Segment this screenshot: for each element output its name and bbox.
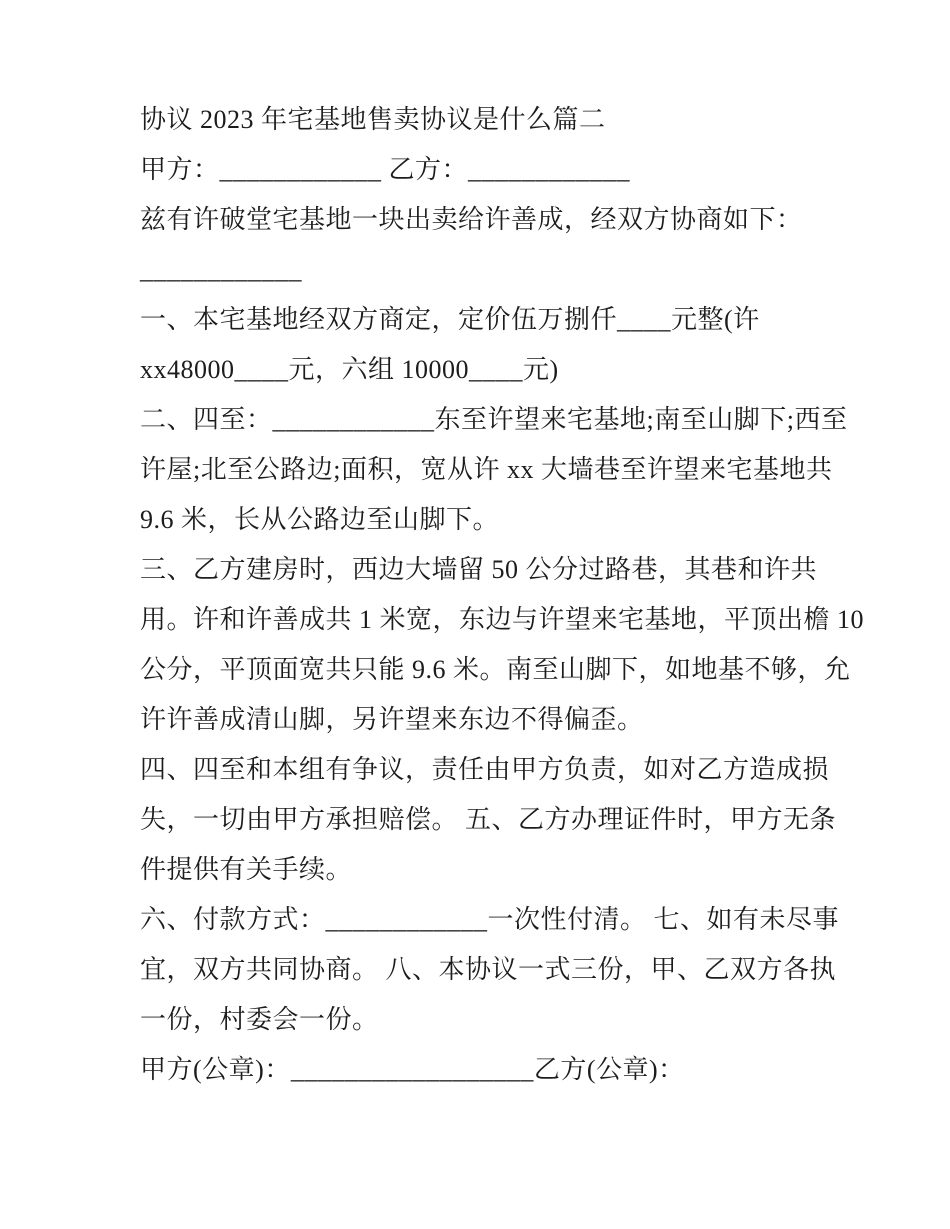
doc-line-clause3-d: 许许善成清山脚，另许望来东边不得偏歪。	[140, 705, 644, 734]
doc-line-clause4-5-a: 失，一切由甲方承担赔偿。 五、乙方办理证件时，甲方无条	[140, 805, 837, 834]
doc-line-clause5-b: 件提供有关手续。	[140, 855, 353, 884]
document-body	[140, 95, 865, 1095]
doc-line-clause4-a: 四、四至和本组有争议，责任由甲方负责，如对乙方造成损	[140, 755, 830, 784]
doc-line-clause1-b: xx48000____元，六组 10000____元)	[140, 355, 559, 384]
doc-title-line: 协议 2023 年宅基地售卖协议是什么篇二	[140, 105, 606, 134]
doc-line-preamble: 兹有许破堂宅基地一块出卖给许善成，经双方协商如下：	[140, 205, 803, 234]
doc-line-clause2-a: 二、四至：____________东至许望来宅基地;南至山脚下;西至	[140, 405, 848, 434]
doc-line-blank-underline: ____________	[140, 255, 302, 284]
doc-line-signatures: 甲方(公章)：__________________乙方(公章)：	[140, 1055, 685, 1084]
doc-line-clause2-c: 9.6 米，长从公路边至山脚下。	[140, 505, 500, 534]
doc-line-clause3-c: 公分，平顶面宽共只能 9.6 米。南至山脚下，如地基不够，允	[140, 655, 851, 684]
doc-line-clause6-7-a: 六、付款方式：____________一次性付清。 七、如有未尽事	[140, 905, 840, 934]
doc-line-clause1-a: 一、本宅基地经双方商定，定价伍万捌仟____元整(许	[140, 305, 760, 334]
doc-line-clause3-a: 三、乙方建房时，西边大墙留 50 公分过路巷，其巷和许共	[140, 555, 818, 584]
doc-line-clause3-b: 用。许和许善成共 1 米宽，东边与许望来宅基地，平顶出檐 10	[140, 605, 865, 634]
doc-line-clause8-b: 一份，村委会一份。	[140, 1005, 379, 1034]
doc-line-clause7-8-a: 宜，双方共同协商。 八、本协议一式三份，甲、乙双方各执	[140, 955, 837, 984]
doc-line-clause2-b: 许屋;北至公路边;面积，宽从许 xx 大墙巷至许望来宅基地共	[140, 455, 833, 484]
doc-line-parties: 甲方：____________ 乙方：____________	[140, 155, 631, 184]
